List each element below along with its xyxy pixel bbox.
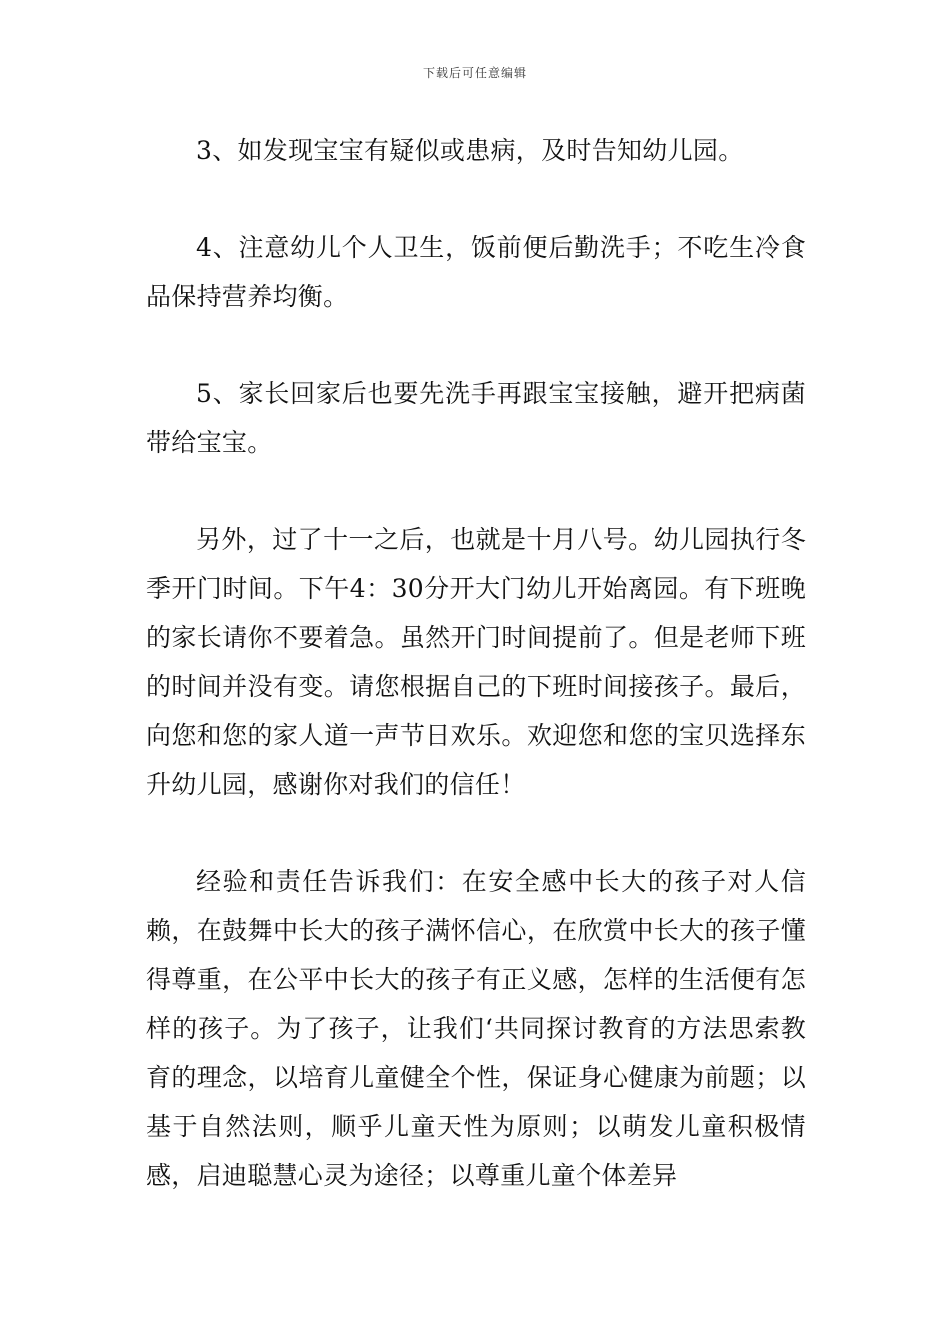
page-header: 下载后可任意编辑 <box>422 66 527 80</box>
paragraph-closing-notice: 另外，过了十一之后，也就是十月八号。幼儿园执行冬季开门时间。下午4：30分开大门幼儿开始离园。有下班晚的家长请你不要着急。虽然开门时间提前了。但是老师下班的时间并没有变。请您根据自己的下班时间接孩子。最后，向您和您的家人道一声节日欢乐。欢迎您和您的宝贝选择东升幼儿园，感谢你对我们的信任！ <box>146 525 806 799</box>
document-body <box>146 126 806 1248</box>
paragraph-item-4: 4、注意幼儿个人卫生，饭前便后勤洗手；不吃生冷食品保持营养均衡。 <box>146 233 806 311</box>
paragraph-item-3: 3、如发现宝宝有疑似或患病，及时告知幼儿园。 <box>196 136 744 165</box>
paragraph-education-philosophy: 经验和责任告诉我们：在安全感中长大的孩子对人信赖，在鼓舞中长大的孩子满怀信心，在欣赏中长大的孩子懂得尊重，在公平中长大的孩子有正义感，怎样的生活便有怎样的孩子。为了孩子，让我们‘共同探讨教育的方法思索教育的理念，以培育儿童健全个性，保证身心健康为前题；以基于自然法则，顺乎儿童天性为原则；以萌发儿童积极情感，启迪聪慧心灵为途径；以尊重儿童个体差异 <box>146 867 806 1190</box>
paragraph-item-5: 5、家长回家后也要先洗手再跟宝宝接触，避开把病菌带给宝宝。 <box>146 379 806 457</box>
